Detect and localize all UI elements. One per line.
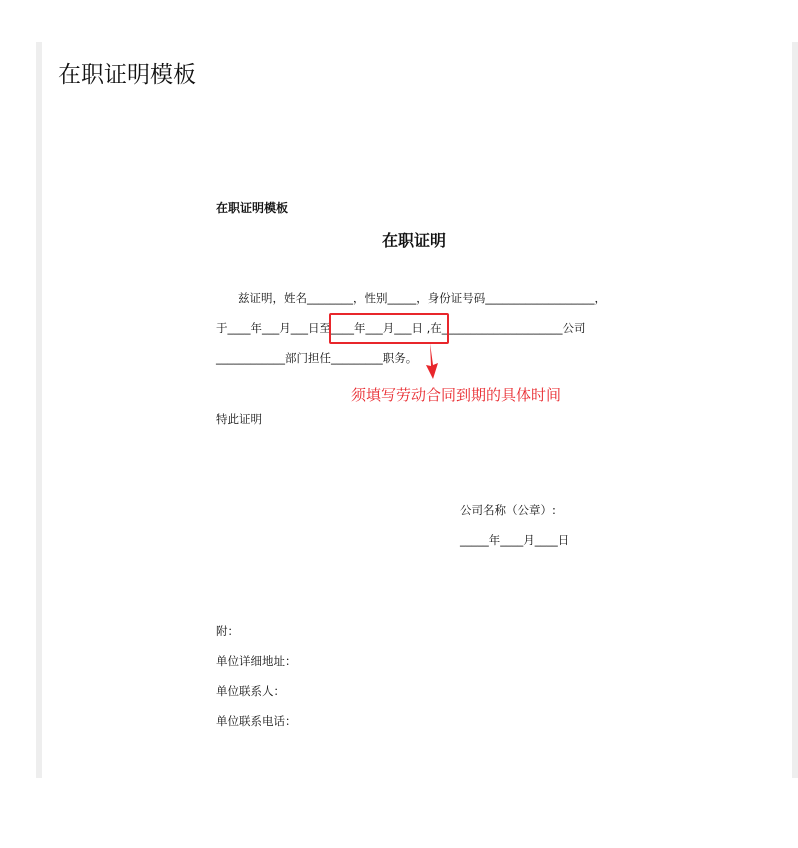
doc-header: 在职证明模板 [216, 201, 289, 215]
address-label: 单位详细地址： [216, 654, 297, 668]
left-scroll-gutter [36, 42, 42, 778]
date-line: _____年____月____日 [460, 533, 570, 547]
contact-label: 单位联系人： [216, 684, 285, 698]
arrow-down-icon [424, 343, 440, 379]
page-title: 在职证明模板 [58, 62, 196, 88]
company-label: 公司名称（公章）: [460, 503, 556, 517]
doc-closing: 特此证明 [216, 412, 262, 426]
doc-title: 在职证明 [382, 231, 447, 250]
doc-line-2: 于____年___月___日至____年___月___日 ,在_____________________公司 [216, 321, 586, 335]
doc-line-3: ____________部门担任_________职务。 [216, 351, 418, 365]
phone-label: 单位联系电话： [216, 714, 297, 728]
appendix-label: 附： [216, 624, 239, 638]
doc-line-1: 兹证明，姓名________，性别_____，身份证号码___________________， [238, 291, 606, 305]
highlight-box [329, 313, 449, 344]
right-scroll-gutter [792, 42, 798, 778]
annotation-note: 须填写劳动合同到期的具体时间 [351, 386, 562, 404]
